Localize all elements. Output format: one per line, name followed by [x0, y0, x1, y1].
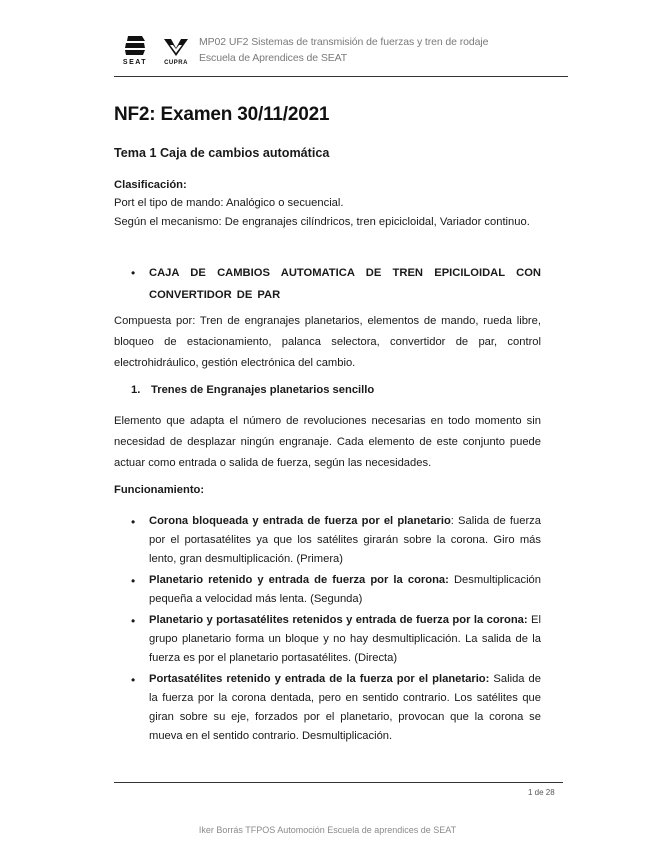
- header-school: Escuela de Aprendices de SEAT: [199, 52, 348, 64]
- page-number: 1 de 28: [528, 788, 555, 797]
- bullet-marker: •: [131, 614, 136, 628]
- header-course: MP02 UF2 Sistemas de transmisión de fuerzas y tren de rodaje: [199, 36, 489, 48]
- section-number: 1.: [131, 384, 141, 396]
- seat-logo: [114, 34, 156, 66]
- clasificacion-line-1: Port el tipo de mando: Analógico o secuencial.: [114, 197, 344, 209]
- bullet-marker: •: [131, 515, 136, 529]
- compuesta-paragraph: Compuesta por: Tren de engranajes planetarios, elementos de mando, rueda libre, bloqueo de estacionamiento, palanca selectora, convertidor de par, control electrohidráulico, gestión electrónica del cambio.: [114, 315, 541, 369]
- header-divider: [114, 76, 568, 77]
- list-item: Planetario retenido y entrada de fuerza por la corona: Desmultiplicación pequeña a velocidad más lenta. (Segunda): [149, 574, 542, 605]
- tema-heading: Tema 1 Caja de cambios automática: [114, 146, 330, 160]
- cupra-logo-text: CUPRA: [164, 60, 188, 66]
- footer-divider: [114, 782, 563, 783]
- cupra-logo: [161, 36, 191, 66]
- page-title: NF2: Examen 30/11/2021: [114, 104, 330, 125]
- bullet-marker: •: [131, 673, 136, 687]
- clasificacion-line-2: Según el mecanismo: De engranajes cilíndricos, tren epicicloidal, Variador continuo.: [114, 216, 530, 228]
- seat-logo-text: SEAT: [122, 59, 148, 66]
- bullet-marker: •: [131, 574, 136, 588]
- funcionamiento-heading: Funcionamiento:: [114, 484, 205, 496]
- bullet-marker: •: [131, 266, 136, 280]
- section-title: Trenes de Engranajes planetarios sencillo: [151, 384, 375, 396]
- list-item: Planetario y portasatélites retenidos y entrada de fuerza por la corona: El grupo planetario forma un bloque y no hay desmultiplicación. La salida de la fuerza es por el planetario portasatélites. (Directa): [149, 614, 541, 664]
- section-paragraph: Elemento que adapta el número de revoluciones necesarias en todo momento sin necesidad de desplazar ningún engranaje. Cada elemento de este conjunto puede actuar como entrada o salida de fuerza, según las necesidades.: [114, 415, 541, 469]
- list-item: Portasatélites retenido y entrada de la fuerza por el planetario: Salida de la fuerza por la corona dentada, pero en sentido contrario. Los satélites que giran sobre su eje, forzados por el planetario, provocan que la corona se mueva en el sentido contrario. Desmultiplicación.: [149, 673, 541, 742]
- footer-text: Iker Borrás TFPOS Automoción Escuela de aprendices de SEAT: [198, 825, 457, 835]
- clasificacion-heading: Clasificación:: [114, 179, 187, 191]
- main-bullet-heading: CAJA DE CAMBIOS AUTOMATICA DE TREN EPICILOIDAL CON CONVERTIDOR DE PAR: [149, 267, 541, 301]
- list-item: Corona bloqueada y entrada de fuerza por el planetario: Salida de fuerza por el portasatélites ya que los satélites girarán sobre la corona. Giro más lento, gran desmultiplicación. (Primera): [149, 515, 542, 565]
